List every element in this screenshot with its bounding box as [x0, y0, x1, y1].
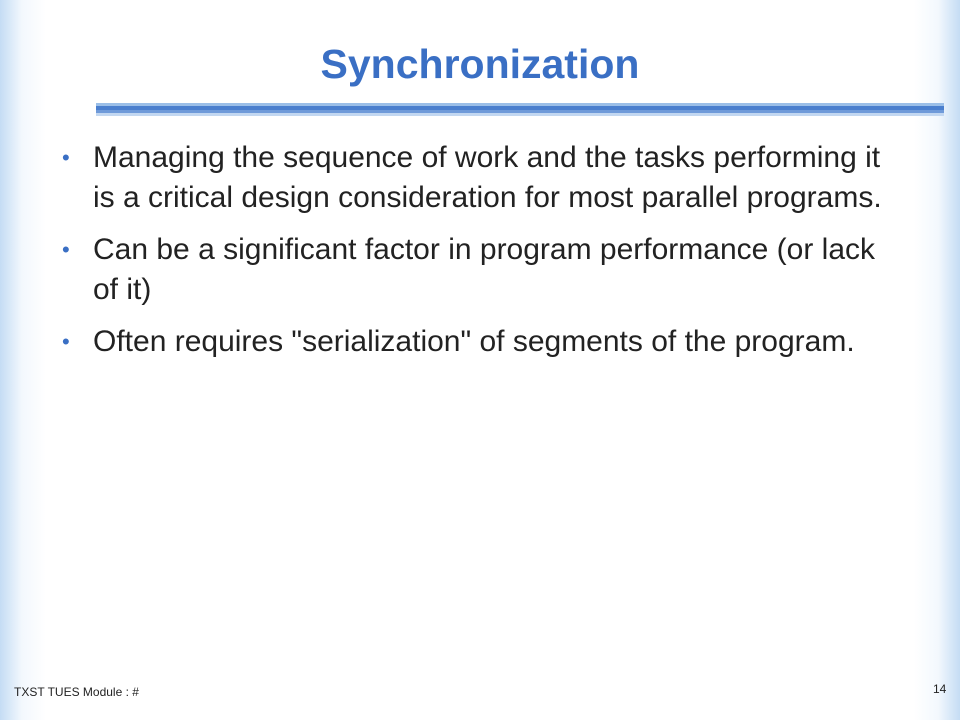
- slide-title: Synchronization: [320, 41, 640, 87]
- bullet-list: [60, 138, 900, 374]
- bullet-item: [60, 322, 900, 362]
- bullet-text: Managing the sequence of work and the tasks performing it is a critical design consideration for most parallel programs.: [93, 141, 882, 214]
- page-number: 14: [933, 682, 947, 696]
- bullet-icon: •: [62, 237, 70, 262]
- bullet-icon: •: [62, 329, 70, 354]
- footer-module-label: TXST TUES Module : #: [14, 685, 139, 699]
- bullet-icon: •: [62, 145, 70, 170]
- bullet-text: Often requires "serialization" of segments of the program.: [93, 325, 855, 358]
- bullet-item: [60, 138, 900, 218]
- title-divider: [96, 103, 944, 117]
- bullet-text: Can be a significant factor in program performance (or lack of it): [93, 233, 876, 306]
- bullet-item: [60, 230, 900, 310]
